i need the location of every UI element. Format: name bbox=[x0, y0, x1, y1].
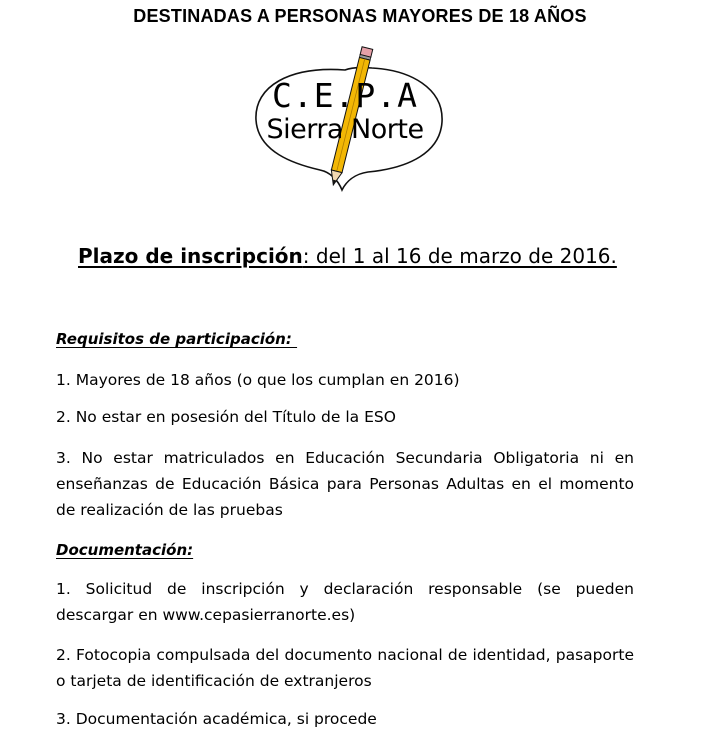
logo-line1: C.E.P.A bbox=[271, 76, 419, 115]
requisito-3: 3. No estar matriculados en Educación Secundaria Obligatoria ni en enseñanzas de Educación Básica para Personas Adultas en el momento de realización de las pruebas bbox=[56, 449, 634, 519]
cepa-logo bbox=[250, 40, 450, 192]
documento-2: 2. Fotocopia compulsada del documento nacional de identidad, pasaporte o tarjeta de identificación de extranjeros bbox=[56, 646, 634, 690]
requisito-2: 2. No estar en posesión del Título de la ESO bbox=[56, 408, 396, 426]
requisitos-title: Requisitos de participación: bbox=[56, 330, 298, 348]
plazo-text: : del 1 al 16 de marzo de 2016. bbox=[302, 244, 617, 268]
logo-line2: Sierra Norte bbox=[266, 114, 424, 145]
documento-1: 1. Solicitud de inscripción y declaración responsable (se pueden descargar en www.cepasierranorte.es) bbox=[56, 580, 634, 624]
documentacion-title: Documentación: bbox=[56, 541, 194, 559]
plazo-label: Plazo de inscripción bbox=[78, 244, 303, 268]
requisito-1: 1. Mayores de 18 años (o que los cumplan en 2016) bbox=[56, 371, 460, 389]
plazo-inscripcion bbox=[78, 244, 617, 268]
page-heading: DESTINADAS A PERSONAS MAYORES DE 18 AÑOS bbox=[133, 6, 587, 26]
documento-3: 3. Documentación académica, si procede bbox=[56, 710, 377, 728]
